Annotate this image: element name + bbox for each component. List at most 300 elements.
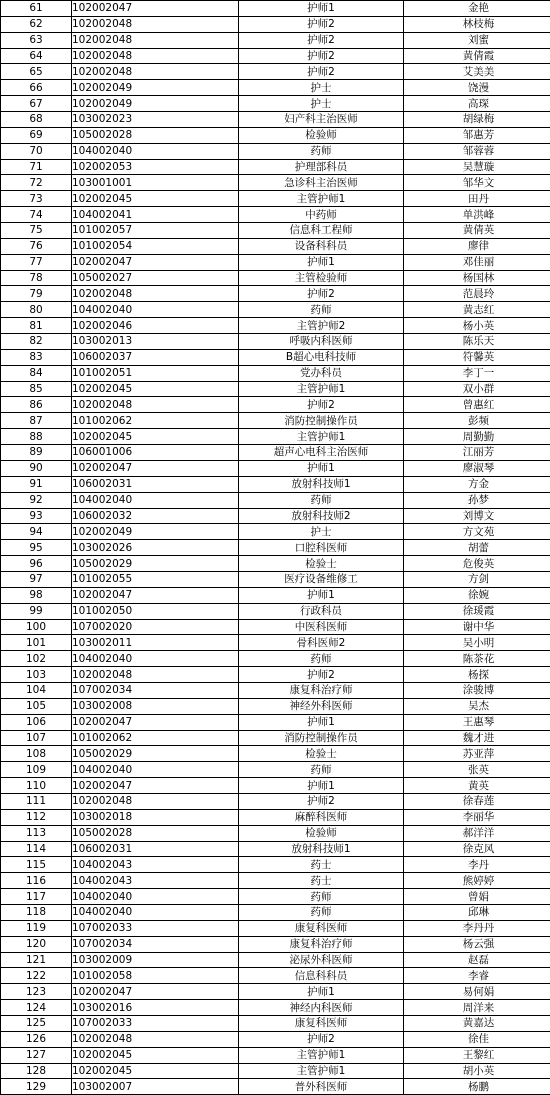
- candidate-name-cell: 涂骏博: [404, 682, 550, 698]
- candidate-name-cell: 廖律: [404, 238, 550, 254]
- candidate-name-cell: 王惠琴: [404, 714, 550, 730]
- candidate-name-cell: 熊婷婷: [404, 873, 550, 889]
- position-code-cell: 103002023: [72, 112, 239, 128]
- row-number-cell: 118: [1, 904, 72, 920]
- table-row: [1, 476, 550, 492]
- table-row: [1, 778, 550, 794]
- table-row: [1, 112, 550, 128]
- position-code-cell: 106002032: [72, 508, 239, 524]
- table-row: [1, 857, 550, 873]
- table-row: [1, 64, 550, 80]
- candidate-name-cell: 李丹丹: [404, 920, 550, 936]
- candidate-name-cell: 彭频: [404, 413, 550, 429]
- candidate-name-cell: 周勤勤: [404, 429, 550, 445]
- table-row: [1, 445, 550, 461]
- row-number-cell: 105: [1, 698, 72, 714]
- row-number-cell: 111: [1, 793, 72, 809]
- candidate-name-cell: 孙梦: [404, 492, 550, 508]
- roster-body: [1, 1, 550, 1095]
- table-row: [1, 270, 550, 286]
- row-number-cell: 116: [1, 873, 72, 889]
- row-number-cell: 75: [1, 223, 72, 239]
- row-number-cell: 72: [1, 175, 72, 191]
- row-number-cell: 114: [1, 841, 72, 857]
- row-number-cell: 129: [1, 1079, 72, 1095]
- position-name-cell: 药师: [239, 143, 404, 159]
- position-code-cell: 102002053: [72, 159, 239, 175]
- position-code-cell: 104002043: [72, 873, 239, 889]
- position-code-cell: 101002054: [72, 238, 239, 254]
- position-code-cell: 102002048: [72, 793, 239, 809]
- position-name-cell: 党办科员: [239, 365, 404, 381]
- row-number-cell: 63: [1, 32, 72, 48]
- row-number-cell: 102: [1, 651, 72, 667]
- table-row: [1, 540, 550, 556]
- table-row: [1, 889, 550, 905]
- row-number-cell: 113: [1, 825, 72, 841]
- candidate-name-cell: 李丽华: [404, 809, 550, 825]
- position-code-cell: 101002057: [72, 223, 239, 239]
- table-row: [1, 48, 550, 64]
- position-code-cell: 102002045: [72, 1063, 239, 1079]
- position-name-cell: 超声心电科主治医师: [239, 445, 404, 461]
- position-code-cell: 104002040: [72, 762, 239, 778]
- table-row: [1, 207, 550, 223]
- table-row: [1, 920, 550, 936]
- row-number-cell: 70: [1, 143, 72, 159]
- position-code-cell: 106002037: [72, 349, 239, 365]
- row-number-cell: 99: [1, 603, 72, 619]
- position-name-cell: 神经外科医师: [239, 698, 404, 714]
- candidate-name-cell: 苏亚萍: [404, 746, 550, 762]
- table-row: [1, 746, 550, 762]
- table-row: [1, 968, 550, 984]
- table-row: [1, 1031, 550, 1047]
- position-code-cell: 103002007: [72, 1079, 239, 1095]
- candidate-name-cell: 郝洋洋: [404, 825, 550, 841]
- row-number-cell: 97: [1, 571, 72, 587]
- position-name-cell: 急诊科主治医师: [239, 175, 404, 191]
- position-name-cell: 康复科医师: [239, 1016, 404, 1032]
- candidate-name-cell: 高琛: [404, 96, 550, 112]
- candidate-name-cell: 黄倩霞: [404, 48, 550, 64]
- position-code-cell: 104002040: [72, 492, 239, 508]
- position-name-cell: 护师2: [239, 32, 404, 48]
- position-name-cell: 护师1: [239, 984, 404, 1000]
- row-number-cell: 115: [1, 857, 72, 873]
- position-name-cell: 药士: [239, 873, 404, 889]
- position-name-cell: 护师2: [239, 64, 404, 80]
- row-number-cell: 107: [1, 730, 72, 746]
- position-name-cell: 放射科技师2: [239, 508, 404, 524]
- position-code-cell: 103002026: [72, 540, 239, 556]
- row-number-cell: 62: [1, 16, 72, 32]
- table-row: [1, 1079, 550, 1095]
- candidate-name-cell: 邹蓉蓉: [404, 143, 550, 159]
- row-number-cell: 78: [1, 270, 72, 286]
- table-row: [1, 809, 550, 825]
- candidate-name-cell: 邹惠芳: [404, 127, 550, 143]
- table-row: [1, 175, 550, 191]
- position-code-cell: 104002043: [72, 857, 239, 873]
- table-row: [1, 587, 550, 603]
- position-code-cell: 102002047: [72, 460, 239, 476]
- position-name-cell: 药士: [239, 857, 404, 873]
- row-number-cell: 121: [1, 952, 72, 968]
- table-row: [1, 334, 550, 350]
- position-name-cell: 药师: [239, 651, 404, 667]
- row-number-cell: 90: [1, 460, 72, 476]
- position-name-cell: 信息科工程师: [239, 223, 404, 239]
- candidate-name-cell: 危俊英: [404, 556, 550, 572]
- position-code-cell: 102002047: [72, 984, 239, 1000]
- table-row: [1, 1047, 550, 1063]
- position-code-cell: 102002047: [72, 778, 239, 794]
- position-name-cell: 主管护师1: [239, 191, 404, 207]
- table-row: [1, 1, 550, 17]
- candidate-name-cell: 江丽芳: [404, 445, 550, 461]
- position-name-cell: 骨科医师2: [239, 635, 404, 651]
- candidate-name-cell: 徐春莲: [404, 793, 550, 809]
- candidate-name-cell: 田丹: [404, 191, 550, 207]
- position-name-cell: 医疗设备维修工: [239, 571, 404, 587]
- candidate-name-cell: 杨鹏: [404, 1079, 550, 1095]
- table-row: [1, 524, 550, 540]
- table-row: [1, 223, 550, 239]
- row-number-cell: 117: [1, 889, 72, 905]
- candidate-name-cell: 方文苑: [404, 524, 550, 540]
- position-name-cell: 药师: [239, 889, 404, 905]
- position-name-cell: 护士: [239, 96, 404, 112]
- position-name-cell: 康复科治疗师: [239, 936, 404, 952]
- row-number-cell: 68: [1, 112, 72, 128]
- position-name-cell: 护师2: [239, 667, 404, 683]
- candidate-name-cell: 谢中华: [404, 619, 550, 635]
- row-number-cell: 74: [1, 207, 72, 223]
- candidate-name-cell: 黄倩英: [404, 223, 550, 239]
- row-number-cell: 69: [1, 127, 72, 143]
- candidate-name-cell: 黄英: [404, 778, 550, 794]
- position-code-cell: 102002048: [72, 286, 239, 302]
- position-name-cell: 中药师: [239, 207, 404, 223]
- candidate-name-cell: 杨探: [404, 667, 550, 683]
- position-code-cell: 106001006: [72, 445, 239, 461]
- position-code-cell: 102002049: [72, 524, 239, 540]
- position-code-cell: 101002051: [72, 365, 239, 381]
- table-row: [1, 873, 550, 889]
- row-number-cell: 95: [1, 540, 72, 556]
- table-row: [1, 619, 550, 635]
- row-number-cell: 66: [1, 80, 72, 96]
- row-number-cell: 106: [1, 714, 72, 730]
- position-code-cell: 102002045: [72, 191, 239, 207]
- row-number-cell: 101: [1, 635, 72, 651]
- table-row: [1, 429, 550, 445]
- candidate-name-cell: 徐佳: [404, 1031, 550, 1047]
- position-name-cell: 护士: [239, 524, 404, 540]
- row-number-cell: 85: [1, 381, 72, 397]
- position-code-cell: 103002018: [72, 809, 239, 825]
- table-row: [1, 714, 550, 730]
- table-row: [1, 936, 550, 952]
- position-name-cell: 主管护师1: [239, 381, 404, 397]
- table-row: [1, 635, 550, 651]
- candidate-name-cell: 陈乐天: [404, 334, 550, 350]
- candidate-name-cell: 方剑: [404, 571, 550, 587]
- candidate-name-cell: 饶漫: [404, 80, 550, 96]
- candidate-name-cell: 胡小英: [404, 1063, 550, 1079]
- position-name-cell: 主管护师1: [239, 1047, 404, 1063]
- table-row: [1, 238, 550, 254]
- candidate-name-cell: 吴杰: [404, 698, 550, 714]
- position-name-cell: 妇产科主治医师: [239, 112, 404, 128]
- position-name-cell: 麻醉科医师: [239, 809, 404, 825]
- position-code-cell: 103002008: [72, 698, 239, 714]
- position-name-cell: 护师2: [239, 286, 404, 302]
- row-number-cell: 109: [1, 762, 72, 778]
- table-row: [1, 556, 550, 572]
- table-row: [1, 904, 550, 920]
- table-row: [1, 762, 550, 778]
- candidate-name-cell: 杨国林: [404, 270, 550, 286]
- candidate-name-cell: 徐瑗霞: [404, 603, 550, 619]
- candidate-name-cell: 刘蜜: [404, 32, 550, 48]
- row-number-cell: 86: [1, 397, 72, 413]
- table-row: [1, 730, 550, 746]
- row-number-cell: 103: [1, 667, 72, 683]
- candidate-name-cell: 廖淑琴: [404, 460, 550, 476]
- position-code-cell: 101002055: [72, 571, 239, 587]
- candidate-name-cell: 金艳: [404, 1, 550, 17]
- table-row: [1, 698, 550, 714]
- position-name-cell: 神经内科医师: [239, 1000, 404, 1016]
- position-name-cell: 主管护师2: [239, 318, 404, 334]
- table-row: [1, 1000, 550, 1016]
- row-number-cell: 89: [1, 445, 72, 461]
- candidate-name-cell: 魏才进: [404, 730, 550, 746]
- position-name-cell: 消防控制操作员: [239, 413, 404, 429]
- table-row: [1, 460, 550, 476]
- table-row: [1, 667, 550, 683]
- row-number-cell: 73: [1, 191, 72, 207]
- position-code-cell: 103002009: [72, 952, 239, 968]
- row-number-cell: 67: [1, 96, 72, 112]
- row-number-cell: 110: [1, 778, 72, 794]
- position-name-cell: 护师2: [239, 793, 404, 809]
- table-row: [1, 508, 550, 524]
- candidate-name-cell: 艾美美: [404, 64, 550, 80]
- table-row: [1, 1063, 550, 1079]
- position-code-cell: 107002034: [72, 682, 239, 698]
- position-code-cell: 102002048: [72, 16, 239, 32]
- row-number-cell: 83: [1, 349, 72, 365]
- position-name-cell: 护师1: [239, 254, 404, 270]
- position-name-cell: 康复科治疗师: [239, 682, 404, 698]
- table-row: [1, 32, 550, 48]
- position-name-cell: 药师: [239, 492, 404, 508]
- table-row: [1, 984, 550, 1000]
- position-code-cell: 103001001: [72, 175, 239, 191]
- candidate-name-cell: 徐婉: [404, 587, 550, 603]
- position-name-cell: 设备科科员: [239, 238, 404, 254]
- position-name-cell: 消防控制操作员: [239, 730, 404, 746]
- row-number-cell: 71: [1, 159, 72, 175]
- row-number-cell: 81: [1, 318, 72, 334]
- position-name-cell: 呼吸内科医师: [239, 334, 404, 350]
- position-name-cell: 主管检验师: [239, 270, 404, 286]
- candidate-name-cell: 邱琳: [404, 904, 550, 920]
- candidate-name-cell: 杨小英: [404, 318, 550, 334]
- table-row: [1, 1016, 550, 1032]
- candidate-name-cell: 黄志红: [404, 302, 550, 318]
- position-name-cell: 行政科员: [239, 603, 404, 619]
- row-number-cell: 125: [1, 1016, 72, 1032]
- position-code-cell: 103002011: [72, 635, 239, 651]
- position-name-cell: 护师2: [239, 397, 404, 413]
- position-name-cell: 中医科医师: [239, 619, 404, 635]
- position-code-cell: 104002040: [72, 904, 239, 920]
- row-number-cell: 124: [1, 1000, 72, 1016]
- position-name-cell: 护理部科员: [239, 159, 404, 175]
- table-row: [1, 397, 550, 413]
- candidate-name-cell: 曾惠红: [404, 397, 550, 413]
- position-code-cell: 102002048: [72, 397, 239, 413]
- table-row: [1, 349, 550, 365]
- position-code-cell: 107002033: [72, 920, 239, 936]
- table-row: [1, 159, 550, 175]
- table-row: [1, 96, 550, 112]
- candidate-name-cell: 邹华文: [404, 175, 550, 191]
- position-code-cell: 102002049: [72, 80, 239, 96]
- candidate-name-cell: 双小群: [404, 381, 550, 397]
- row-number-cell: 92: [1, 492, 72, 508]
- row-number-cell: 65: [1, 64, 72, 80]
- candidate-name-cell: 陈茶花: [404, 651, 550, 667]
- position-name-cell: 检验士: [239, 746, 404, 762]
- row-number-cell: 76: [1, 238, 72, 254]
- candidate-name-cell: 吴小明: [404, 635, 550, 651]
- position-name-cell: 康复科医师: [239, 920, 404, 936]
- row-number-cell: 120: [1, 936, 72, 952]
- candidate-name-cell: 李睿: [404, 968, 550, 984]
- position-name-cell: 检验师: [239, 127, 404, 143]
- position-name-cell: 放射科技师1: [239, 841, 404, 857]
- position-code-cell: 105002028: [72, 825, 239, 841]
- row-number-cell: 108: [1, 746, 72, 762]
- table-row: [1, 825, 550, 841]
- row-number-cell: 126: [1, 1031, 72, 1047]
- table-row: [1, 16, 550, 32]
- position-code-cell: 102002047: [72, 1, 239, 17]
- table-row: [1, 682, 550, 698]
- position-name-cell: 护师1: [239, 714, 404, 730]
- position-code-cell: 105002028: [72, 127, 239, 143]
- candidate-name-cell: 周洋来: [404, 1000, 550, 1016]
- table-row: [1, 254, 550, 270]
- position-name-cell: 主管护师1: [239, 429, 404, 445]
- position-code-cell: 102002048: [72, 667, 239, 683]
- row-number-cell: 91: [1, 476, 72, 492]
- position-name-cell: 口腔科医师: [239, 540, 404, 556]
- position-code-cell: 103002013: [72, 334, 239, 350]
- position-name-cell: 护师1: [239, 460, 404, 476]
- position-name-cell: 护师2: [239, 48, 404, 64]
- position-code-cell: 102002047: [72, 587, 239, 603]
- candidate-name-cell: 赵磊: [404, 952, 550, 968]
- candidate-name-cell: 李丁一: [404, 365, 550, 381]
- position-code-cell: 102002045: [72, 1047, 239, 1063]
- position-code-cell: 101002062: [72, 730, 239, 746]
- row-number-cell: 84: [1, 365, 72, 381]
- position-code-cell: 102002048: [72, 48, 239, 64]
- position-name-cell: 护师2: [239, 16, 404, 32]
- candidate-name-cell: 胡蕾: [404, 540, 550, 556]
- candidate-name-cell: 黄嘉达: [404, 1016, 550, 1032]
- table-row: [1, 365, 550, 381]
- row-number-cell: 77: [1, 254, 72, 270]
- row-number-cell: 104: [1, 682, 72, 698]
- position-name-cell: 护师1: [239, 587, 404, 603]
- candidate-name-cell: 范晨玲: [404, 286, 550, 302]
- position-code-cell: 104002041: [72, 207, 239, 223]
- table-row: [1, 302, 550, 318]
- candidate-name-cell: 李丹: [404, 857, 550, 873]
- position-code-cell: 101002050: [72, 603, 239, 619]
- table-row: [1, 571, 550, 587]
- position-code-cell: 102002048: [72, 64, 239, 80]
- position-name-cell: 检验士: [239, 556, 404, 572]
- row-number-cell: 87: [1, 413, 72, 429]
- table-row: [1, 143, 550, 159]
- position-code-cell: 102002045: [72, 429, 239, 445]
- row-number-cell: 80: [1, 302, 72, 318]
- table-row: [1, 318, 550, 334]
- row-number-cell: 128: [1, 1063, 72, 1079]
- table-row: [1, 793, 550, 809]
- position-name-cell: 泌尿外科医师: [239, 952, 404, 968]
- position-code-cell: 106002031: [72, 476, 239, 492]
- candidate-name-cell: 林枝梅: [404, 16, 550, 32]
- position-name-cell: 主管护师1: [239, 1063, 404, 1079]
- position-code-cell: 104002040: [72, 651, 239, 667]
- row-number-cell: 98: [1, 587, 72, 603]
- position-name-cell: 信息科科员: [239, 968, 404, 984]
- position-name-cell: 护师1: [239, 1, 404, 17]
- row-number-cell: 122: [1, 968, 72, 984]
- position-name-cell: 药师: [239, 904, 404, 920]
- position-code-cell: 105002027: [72, 270, 239, 286]
- position-name-cell: B超心电科技师: [239, 349, 404, 365]
- position-code-cell: 101002058: [72, 968, 239, 984]
- table-row: [1, 413, 550, 429]
- row-number-cell: 119: [1, 920, 72, 936]
- position-code-cell: 106002031: [72, 841, 239, 857]
- position-name-cell: 检验师: [239, 825, 404, 841]
- candidate-name-cell: 易何娟: [404, 984, 550, 1000]
- candidate-name-cell: 曾娟: [404, 889, 550, 905]
- position-name-cell: 护士: [239, 80, 404, 96]
- position-code-cell: 105002029: [72, 556, 239, 572]
- position-code-cell: 107002034: [72, 936, 239, 952]
- position-name-cell: 药师: [239, 762, 404, 778]
- table-row: [1, 191, 550, 207]
- candidate-name-cell: 张英: [404, 762, 550, 778]
- position-code-cell: 102002047: [72, 714, 239, 730]
- table-row: [1, 80, 550, 96]
- position-code-cell: 107002020: [72, 619, 239, 635]
- position-name-cell: 护师2: [239, 1031, 404, 1047]
- position-code-cell: 102002048: [72, 1031, 239, 1047]
